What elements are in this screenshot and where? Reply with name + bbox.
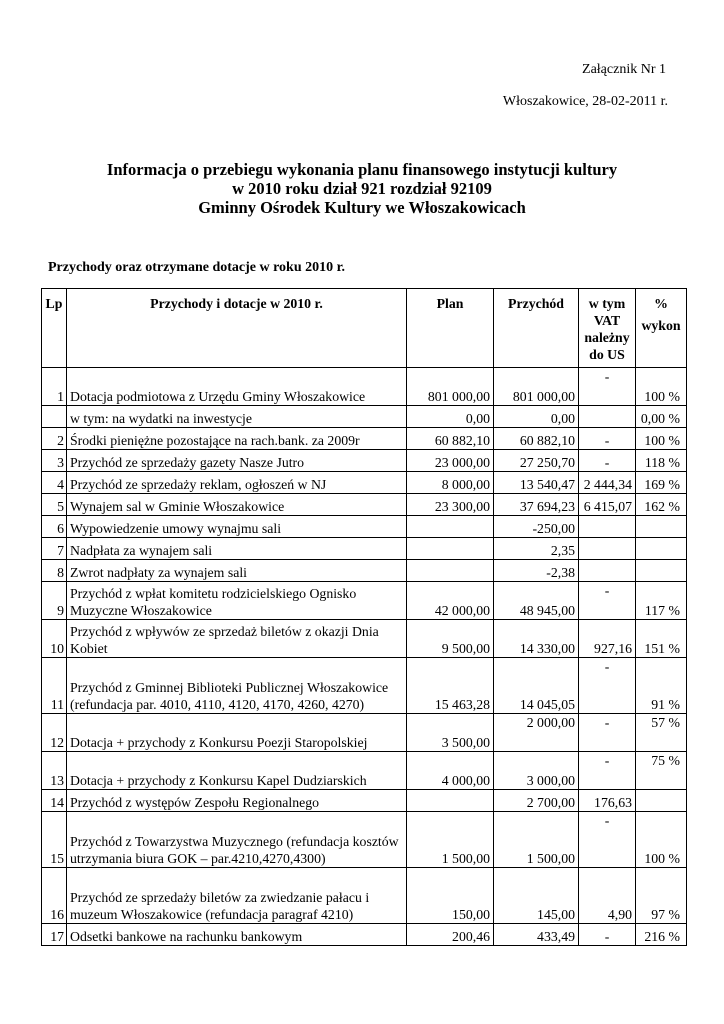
row-description: Przychód ze sprzedaży reklam, ogłoszeń w NJ: [67, 472, 407, 494]
title-line-3: Gminny Ośrodek Kultury we Włoszakowicach: [198, 198, 526, 217]
col-pct-symbol: %: [654, 296, 668, 311]
row-plan: 42 000,00: [407, 582, 494, 620]
row-plan: [407, 790, 494, 812]
row-income: 27 250,70: [494, 450, 579, 472]
table-row: [42, 472, 687, 494]
table-row: [42, 494, 687, 516]
row-vat: -: [579, 428, 636, 450]
row-income: 60 882,10: [494, 428, 579, 450]
row-income: 1 500,00: [494, 812, 579, 868]
row-plan: 3 500,00: [407, 714, 494, 752]
row-lp: 13: [42, 752, 67, 790]
row-plan: [407, 516, 494, 538]
row-lp: 3: [42, 450, 67, 472]
table-row: [42, 538, 687, 560]
col-pct-label: wykon: [641, 318, 681, 333]
row-lp: 10: [42, 620, 67, 658]
row-lp: 8: [42, 560, 67, 582]
table-header-row: [42, 289, 687, 368]
row-vat: -: [579, 582, 636, 620]
row-description: Wynajem sal w Gminie Włoszakowice: [67, 494, 407, 516]
row-description: Środki pieniężne pozostające na rach.bank. za 2009r: [67, 428, 407, 450]
table-row: [42, 658, 687, 714]
row-income: -2,38: [494, 560, 579, 582]
row-percent: 162 %: [636, 494, 687, 516]
row-vat: -: [579, 924, 636, 946]
row-lp: 5: [42, 494, 67, 516]
row-description: Przychód z występów Zespołu Regionalnego: [67, 790, 407, 812]
row-income: -250,00: [494, 516, 579, 538]
table-row: [42, 406, 687, 428]
row-lp: 15: [42, 812, 67, 868]
row-description: w tym: na wydatki na inwestycje: [67, 406, 407, 428]
row-vat: 4,90: [579, 868, 636, 924]
row-percent: 216 %: [636, 924, 687, 946]
row-plan: 8 000,00: [407, 472, 494, 494]
row-percent: 151 %: [636, 620, 687, 658]
row-income: 433,49: [494, 924, 579, 946]
row-percent: 0,00 %: [636, 406, 687, 428]
row-income: 14 045,05: [494, 658, 579, 714]
row-percent: 97 %: [636, 868, 687, 924]
attachment-label: Załącznik Nr 1: [582, 62, 666, 77]
row-vat: -: [579, 368, 636, 406]
row-plan: 200,46: [407, 924, 494, 946]
row-income: 801 000,00: [494, 368, 579, 406]
row-description: Dotacja podmiotowa z Urzędu Gminy Włoszakowice: [67, 368, 407, 406]
row-percent: 118 %: [636, 450, 687, 472]
row-percent: 91 %: [636, 658, 687, 714]
title-line-2: w 2010 roku dział 921 rozdział 92109: [232, 179, 492, 198]
row-description: Przychód z wpłat komitetu rodzicielskiego Ognisko Muzyczne Włoszakowice: [67, 582, 407, 620]
row-income: 2,35: [494, 538, 579, 560]
row-plan: 9 500,00: [407, 620, 494, 658]
table-row: [42, 620, 687, 658]
table-row: [42, 790, 687, 812]
row-plan: 0,00: [407, 406, 494, 428]
row-vat: [579, 560, 636, 582]
row-description: Odsetki bankowe na rachunku bankowym: [67, 924, 407, 946]
row-percent: [636, 538, 687, 560]
col-vat: w tym VAT należny do US: [579, 289, 636, 368]
row-percent: 75 %: [636, 752, 687, 790]
row-income: 14 330,00: [494, 620, 579, 658]
row-description: Dotacja + przychody z Konkursu Kapel Dudziarskich: [67, 752, 407, 790]
row-lp: 9: [42, 582, 67, 620]
row-description: Nadpłata za wynajem sali: [67, 538, 407, 560]
col-income: Przychód: [494, 289, 579, 368]
row-vat: -: [579, 752, 636, 790]
row-plan: 1 500,00: [407, 812, 494, 868]
row-lp: 16: [42, 868, 67, 924]
row-plan: [407, 538, 494, 560]
row-percent: 100 %: [636, 428, 687, 450]
row-lp: 14: [42, 790, 67, 812]
row-percent: 100 %: [636, 812, 687, 868]
row-vat: -: [579, 714, 636, 752]
row-income: 37 694,23: [494, 494, 579, 516]
table-row: [42, 924, 687, 946]
row-lp: [42, 406, 67, 428]
row-lp: 6: [42, 516, 67, 538]
row-plan: 23 300,00: [407, 494, 494, 516]
row-vat: 6 415,07: [579, 494, 636, 516]
row-income: 145,00: [494, 868, 579, 924]
table-row: [42, 714, 687, 752]
col-desc: Przychody i dotacje w 2010 r.: [67, 289, 407, 368]
title-line-1: Informacja o przebiegu wykonania planu finansowego instytucji kultury: [106, 160, 618, 179]
row-plan: 23 000,00: [407, 450, 494, 472]
row-lp: 4: [42, 472, 67, 494]
row-lp: 7: [42, 538, 67, 560]
document-title: [0, 160, 724, 217]
row-income: 0,00: [494, 406, 579, 428]
row-percent: 117 %: [636, 582, 687, 620]
row-description: Przychód ze sprzedaży gazety Nasze Jutro: [67, 450, 407, 472]
row-vat: 2 444,34: [579, 472, 636, 494]
row-vat: 927,16: [579, 620, 636, 658]
row-description: Dotacja + przychody z Konkursu Poezji Staropolskiej: [67, 714, 407, 752]
row-description: Zwrot nadpłaty za wynajem sali: [67, 560, 407, 582]
row-description: Przychód z wpływów ze sprzedaż biletów z okazji Dnia Kobiet: [67, 620, 407, 658]
row-plan: 150,00: [407, 868, 494, 924]
row-description: Przychód z Gminnej Biblioteki Publicznej Włoszakowice (refundacja par. 4010, 4110, 4120, 4170, 4260, 4270): [67, 658, 407, 714]
table-row: [42, 368, 687, 406]
col-plan: Plan: [407, 289, 494, 368]
row-plan: [407, 560, 494, 582]
table-row: [42, 450, 687, 472]
row-plan: 15 463,28: [407, 658, 494, 714]
row-description: Przychód z Towarzystwa Muzycznego (refundacja kosztów utrzymania biura GOK – par.4210,4270,4300): [67, 812, 407, 868]
row-percent: 169 %: [636, 472, 687, 494]
table-row: [42, 812, 687, 868]
table-row: [42, 560, 687, 582]
table-row: [42, 868, 687, 924]
row-percent: [636, 516, 687, 538]
row-vat: [579, 406, 636, 428]
table-row: [42, 752, 687, 790]
row-vat: 176,63: [579, 790, 636, 812]
table-row: [42, 582, 687, 620]
row-percent: 57 %: [636, 714, 687, 752]
income-table: [41, 288, 687, 946]
row-plan: 4 000,00: [407, 752, 494, 790]
row-percent: [636, 560, 687, 582]
row-plan: 60 882,10: [407, 428, 494, 450]
row-income: 48 945,00: [494, 582, 579, 620]
row-vat: [579, 538, 636, 560]
row-vat: [579, 516, 636, 538]
row-lp: 1: [42, 368, 67, 406]
row-lp: 17: [42, 924, 67, 946]
section-heading: Przychody oraz otrzymane dotacje w roku 2010 r.: [48, 260, 346, 275]
row-income: 13 540,47: [494, 472, 579, 494]
row-lp: 11: [42, 658, 67, 714]
row-vat: -: [579, 658, 636, 714]
row-vat: -: [579, 450, 636, 472]
row-percent: [636, 790, 687, 812]
row-lp: 12: [42, 714, 67, 752]
col-lp: Lp: [42, 289, 67, 368]
row-description: Przychód ze sprzedaży biletów za zwiedzanie pałacu i muzeum Włoszakowice (refundacja paragraf 4210): [67, 868, 407, 924]
col-pct: [636, 289, 687, 368]
row-income: 2 700,00: [494, 790, 579, 812]
row-lp: 2: [42, 428, 67, 450]
table-row: [42, 516, 687, 538]
row-plan: 801 000,00: [407, 368, 494, 406]
row-income: 3 000,00: [494, 752, 579, 790]
row-income: 2 000,00: [494, 714, 579, 752]
row-description: Wypowiedzenie umowy wynajmu sali: [67, 516, 407, 538]
row-vat: -: [579, 812, 636, 868]
table-row: [42, 428, 687, 450]
row-percent: 100 %: [636, 368, 687, 406]
place-date: Włoszakowice, 28-02-2011 r.: [502, 94, 668, 109]
